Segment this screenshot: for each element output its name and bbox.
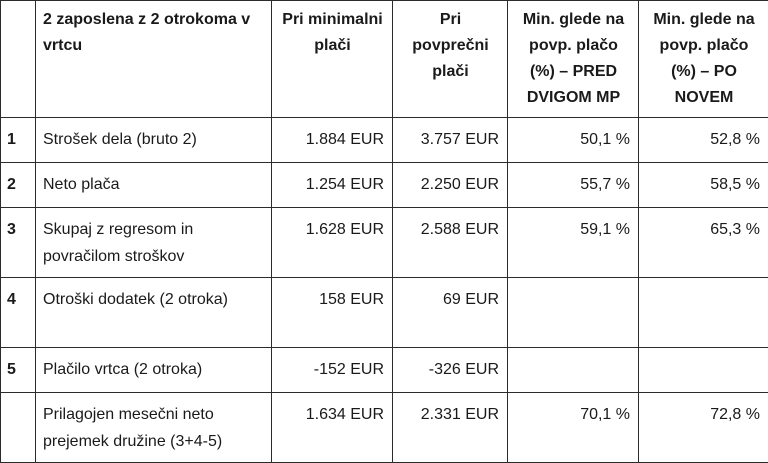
cell-average-wage: 3.757 EUR: [393, 118, 508, 163]
table-row: [1, 348, 768, 393]
cell-ratio-after: [639, 348, 768, 393]
row-index: 3: [1, 208, 36, 278]
row-index: 5: [1, 348, 36, 393]
cell-minimum-wage: 1.254 EUR: [272, 163, 393, 208]
header-ratio-before: Min. glede na povp. plačo (%) – PRED DVIGOM MP: [508, 1, 639, 118]
header-average-wage: Pri povprečni plači: [393, 1, 508, 118]
row-index: [1, 393, 36, 463]
cell-minimum-wage: 1.628 EUR: [272, 208, 393, 278]
row-label: Plačilo vrtca (2 otroka): [36, 348, 272, 393]
row-index: 4: [1, 278, 36, 348]
row-index: 2: [1, 163, 36, 208]
table-row: [1, 118, 768, 163]
cell-average-wage: 69 EUR: [393, 278, 508, 348]
table-row: [1, 208, 768, 278]
header-index: [1, 1, 36, 118]
header-scenario: 2 zaposlena z 2 otrokoma v vrtcu: [36, 1, 272, 118]
cell-ratio-after: 58,5 %: [639, 163, 768, 208]
header-minimum-wage: Pri minimalni plači: [272, 1, 393, 118]
table-row: [1, 163, 768, 208]
cell-ratio-before: 59,1 %: [508, 208, 639, 278]
cell-minimum-wage: 158 EUR: [272, 278, 393, 348]
row-label: Strošek dela (bruto 2): [36, 118, 272, 163]
row-label: Skupaj z regresom in povračilom stroškov: [36, 208, 272, 278]
table-row: [1, 278, 768, 348]
cell-ratio-before: 70,1 %: [508, 393, 639, 463]
cell-average-wage: 2.250 EUR: [393, 163, 508, 208]
cell-ratio-before: 55,7 %: [508, 163, 639, 208]
cell-ratio-after: 52,8 %: [639, 118, 768, 163]
row-index: 1: [1, 118, 36, 163]
cell-average-wage: 2.331 EUR: [393, 393, 508, 463]
cell-average-wage: -326 EUR: [393, 348, 508, 393]
row-label: Otroški dodatek (2 otroka): [36, 278, 272, 348]
cell-ratio-before: [508, 348, 639, 393]
header-ratio-after: Min. glede na povp. plačo (%) – PO NOVEM: [639, 1, 768, 118]
header-row: [1, 1, 768, 118]
cell-ratio-after: 72,8 %: [639, 393, 768, 463]
row-label: Prilagojen mesečni neto prejemek družine (3+4-5): [36, 393, 272, 463]
cell-ratio-after: [639, 278, 768, 348]
cell-minimum-wage: 1.884 EUR: [272, 118, 393, 163]
cell-average-wage: 2.588 EUR: [393, 208, 508, 278]
cell-ratio-before: [508, 278, 639, 348]
cell-minimum-wage: 1.634 EUR: [272, 393, 393, 463]
cell-ratio-before: 50,1 %: [508, 118, 639, 163]
row-label: Neto plača: [36, 163, 272, 208]
cell-minimum-wage: -152 EUR: [272, 348, 393, 393]
table-row: [1, 393, 768, 463]
cell-ratio-after: 65,3 %: [639, 208, 768, 278]
